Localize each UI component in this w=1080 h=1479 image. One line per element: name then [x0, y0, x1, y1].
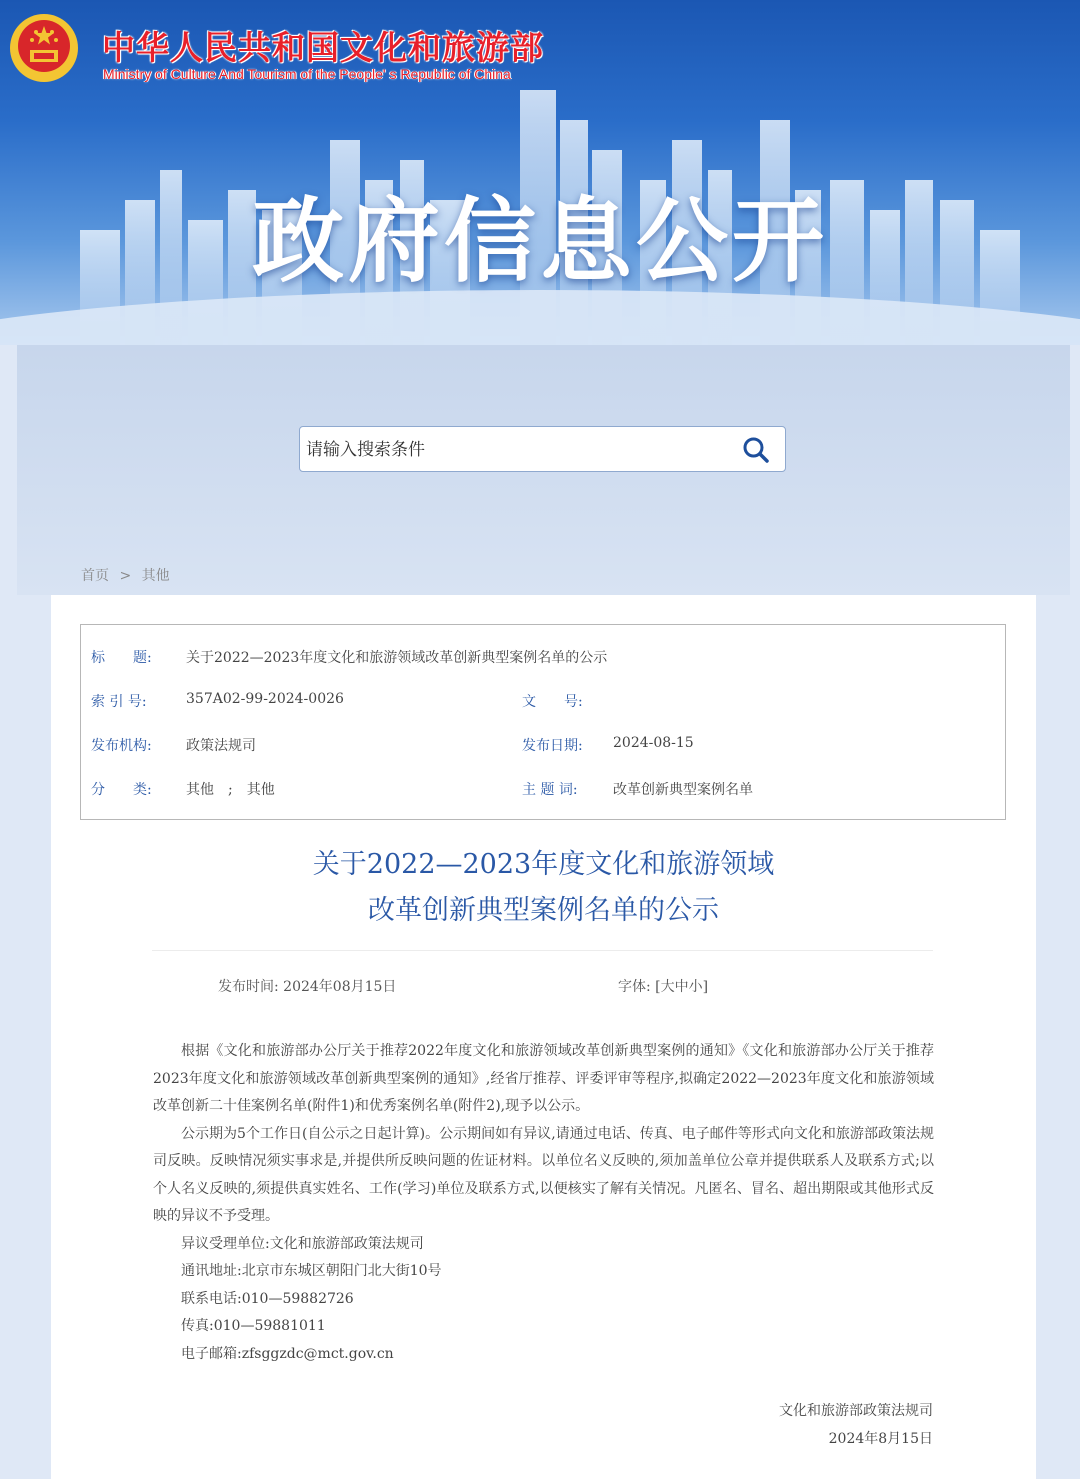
article-title: [51, 842, 1036, 934]
meta-title-label: 标 题:: [91, 650, 152, 666]
meta-keywords-label: 主 题 词:: [522, 782, 578, 798]
meta-pub-date-value: 2024-08-15: [613, 735, 694, 751]
meta-category-value: 其他 ; 其他: [186, 782, 275, 798]
breadcrumb-separator: >: [119, 568, 132, 584]
font-small-button[interactable]: 小: [688, 979, 703, 995]
header-banner: [0, 0, 1080, 345]
publish-time: 发布时间: 2024年08月15日: [218, 979, 397, 995]
fax-number: 传真:010—59881011: [181, 1318, 326, 1334]
search-bar: [299, 426, 786, 472]
signature-block: [779, 1398, 933, 1453]
meta-pub-date-label: 发布日期:: [522, 738, 583, 754]
font-medium-button[interactable]: 中: [674, 979, 689, 995]
ministry-name-en[interactable]: Ministry of Culture And Tourism of the People' s Republic of China: [103, 66, 511, 82]
meta-index-value: 357A02-99-2024-0026: [186, 691, 344, 707]
meta-index-label: 索 引 号:: [91, 694, 147, 710]
meta-row-category: [81, 779, 1005, 799]
breadcrumb-current[interactable]: 其他: [141, 568, 170, 584]
national-emblem-icon: [8, 12, 80, 84]
paragraph: 公示期为5个工作日(自公示之日起计算)。公示期间如有异议,请通过电话、传真、电子邮件等形式向文化和旅游部政策法规司反映。反映情况须实事求是,并提供所反映问题的佐证材料。以单位名义反映的,须加盖单位公章并提供联系人及联系方式;以个人名义反映的,须提供真实姓名、工作(学习)单位及联系方式,以便核实了解有关情况。凡匿名、冒名、超出期限或其他形式反映的异议不予受理。: [153, 1125, 934, 1224]
article-title-line2: 改革创新典型案例名单的公示: [368, 895, 719, 926]
font-size-control: [618, 976, 708, 996]
font-size-end: ]: [702, 979, 709, 995]
meta-title-value: 关于2022—2023年度文化和旅游领域改革创新典型案例名单的公示: [186, 650, 608, 666]
contact-phone: 联系电话:010—59882726: [181, 1290, 354, 1307]
search-icon[interactable]: [741, 435, 771, 465]
meta-publisher-label: 发布机构:: [91, 738, 152, 754]
ministry-name-cn[interactable]: 中华人民共和国文化和旅游部: [102, 28, 544, 67]
banner-title: 政府信息公开: [251, 188, 828, 295]
contact-email: 电子邮箱:zfsggzdc@mct.gov.cn: [181, 1345, 394, 1362]
title-divider: [152, 950, 933, 951]
breadcrumb-home-link[interactable]: 首页: [81, 568, 109, 584]
search-input[interactable]: [304, 435, 728, 465]
paragraph: 根据《文化和旅游部办公厅关于推荐2022年度文化和旅游领域改革创新典型案例的通知》《文化和旅游部办公厅关于推荐2023年度文化和旅游领域改革创新典型案例的通知》,经省厅推荐、评委评审等程序,拟确定2022—2023年度文化和旅游领域改革创新二十佳案例名单(附件1)和优秀案例名单(附件2),现予以公示。: [153, 1043, 934, 1114]
meta-category-label: 分 类:: [91, 782, 152, 798]
mailing-address: 通讯地址:北京市东城区朝阳门北大街10号: [181, 1263, 442, 1279]
meta-keywords-value: 改革创新典型案例名单: [613, 782, 753, 798]
breadcrumb: [81, 565, 176, 585]
meta-doc-no-label: 文 号:: [522, 694, 583, 710]
article-title-line1: 关于2022—2023年度文化和旅游领域: [312, 849, 775, 880]
objection-unit: 异议受理单位:文化和旅游部政策法规司: [181, 1235, 424, 1252]
document-meta-table: [80, 624, 1006, 820]
meta-row-index: [81, 691, 1005, 711]
meta-publisher-value: 政策法规司: [186, 738, 256, 754]
font-size-label: 字体: [: [618, 979, 661, 995]
article-body: [153, 1038, 934, 1368]
font-large-button[interactable]: 大: [660, 979, 675, 995]
signature-org: 文化和旅游部政策法规司: [779, 1403, 933, 1419]
signature-date: 2024年8月15日: [828, 1430, 933, 1447]
meta-row-publisher: [81, 735, 1005, 755]
